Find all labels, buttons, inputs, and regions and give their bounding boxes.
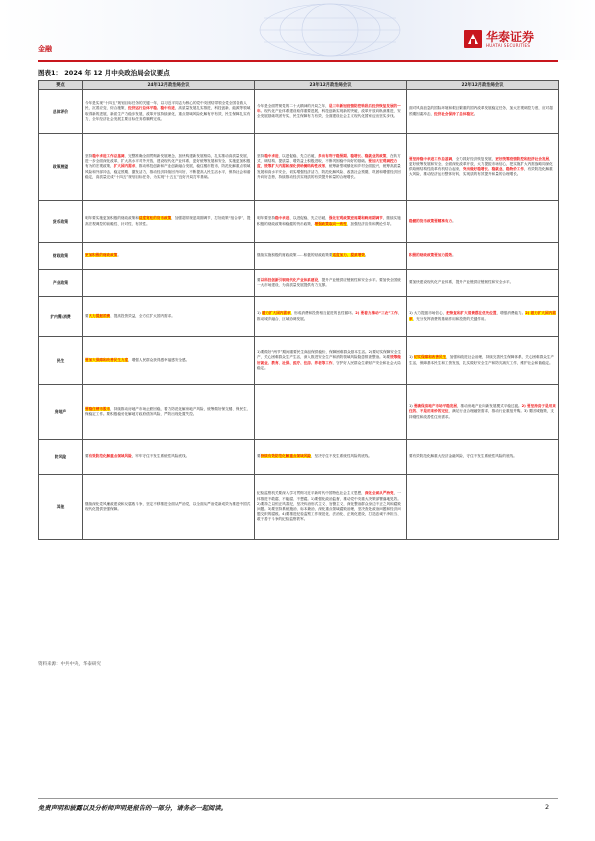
cell-text: 。 (473, 111, 478, 116)
cell-text: 适度加力、提质增效 (332, 253, 365, 258)
cell-text: 、提高投资效益，全方位扩大国内需求。 (110, 313, 175, 318)
header-divider (38, 60, 558, 62)
cell-text: ，坚决守住不发生系统性风险的底线。 (310, 454, 372, 459)
cell-text: 适度宽松的货币政策 (138, 216, 172, 221)
brand-logo (464, 30, 534, 48)
cell-text: ，推动房地产业向新发展模式平稳过渡。 (456, 404, 522, 409)
policy-comparison-table (38, 80, 559, 540)
cell-c23 (255, 90, 407, 134)
cell-text: ，增强消费能力。 (496, 311, 526, 316)
globe-decoration-icon (200, 0, 460, 60)
cell-text: 要确保房地产市场平稳发展 (413, 404, 457, 409)
cell-c23 (255, 440, 407, 475)
row-topic: 产业政策 (39, 270, 83, 297)
cell-text: ，更好统筹发展和安全，全面深化改革开放，大力提振市场信心，把实施扩大内需战略同深化供给侧结构性改革有机结合起来， (409, 156, 553, 171)
cell-text: 经济社会保持了总体稳定 (434, 111, 474, 116)
column-header-2022: 22年12月政治局会议 (407, 81, 559, 90)
cell-text: 继续实施积极的财政政策……积极的财政政策要 (257, 253, 333, 258)
cell-c24 (83, 243, 255, 270)
cell-text: 切实保障和改善民生 (413, 355, 447, 360)
cell-c24 (83, 134, 255, 201)
cell-text: ，全力抓好经济恢复发展， (452, 156, 496, 161)
cell-c23 (255, 201, 407, 243)
cell-text: 稳中求进 (274, 216, 290, 221)
cell-text: 要坚持稳中求进工作总基调 (409, 156, 453, 161)
table-header-row (39, 81, 559, 90)
cell-text: 2) 着力扩大国内需求 (409, 311, 556, 321)
row-topic: 防风险 (39, 440, 83, 475)
cell-c22 (407, 337, 559, 385)
cell-text: ，完整准确全面贯彻新发展理念，加快构建新发展格局，扎实推动高质量发展，进一步全面深化改革，扩大高水平对外开放，建设现代化产业体系，更好统筹发展和安全，实施更加积极有为的宏观政策， (85, 153, 251, 169)
cell-text: ，形成消费和投资相互促进的良性循环。 (290, 311, 356, 316)
cell-text: 把恢复和扩大消费摆在优先位置 (446, 311, 497, 316)
cell-text: 更加积极的财政政策 (85, 253, 118, 258)
cell-c24 (83, 297, 255, 337)
cell-c24 (83, 201, 255, 243)
table-row (39, 385, 559, 440)
cell-text: 。 (452, 253, 456, 258)
cell-text: 、以进促稳、先立后破， (278, 153, 319, 158)
cell-text: 要有效防范化解重大经济金融风险，守住不发生系统性风险的底线。 (409, 454, 517, 459)
cell-text: 、以进促稳、先立后破， (289, 216, 329, 221)
cell-text: 2) 要着力推动“三农”工作 (355, 311, 398, 316)
cell-text: ，推动科技创新和产业创新融合发展，稳住楼市股市，防范化解重点领域风险和外部冲击，稳定预期、激发活力，推动经济持续回升向好，不断提高人民生活水平，保持社会和谐稳定，高质量完成“十四五”规划目标任务，为实现“十五五”良好开局打牢基础。 (85, 164, 251, 179)
cell-text: 要稳住楼市股市 (85, 406, 111, 411)
cell-text: ，一体推进不敢腐、不能腐、不想腐。1)要强化政治监督，推动党中央重大决策部署落地见效。2)要持之以恒正风肃纪，坚决纠治形式主义、官僚主义，深化整治群众身边不正之风和腐败问题。3)要坚持系统施治、标本兼治，深化重点领域腐败治理，坚决查处政治问题和经济问题交织的腐败。4)要推进纪检监察工作规范化、法治化、正规化建设，打造忠诚干净担当、敢于善于斗争的纪检监察铁军。 (257, 491, 401, 522)
sector-label: 金融 (38, 45, 52, 53)
cell-c23 (255, 337, 407, 385)
cell-c23 (255, 270, 407, 297)
cell-text: 3) 要因城施策，支持刚性和改善性住房需求。 (409, 409, 554, 419)
cell-text: ，充分发挥消费的基础作用和投资的关键作用。 (412, 316, 489, 321)
cell-text: 强化宏观政策逆周期和跨周期调节 (328, 216, 383, 221)
logo-subtitle: HUATAI SECURITIES (486, 42, 531, 48)
cell-text: 。 (117, 253, 121, 258)
cell-text: ，加强和改进社会治理，持续完善民生保障体系，关心困难群众生产生活，保障基本民生和工资发放，扎实做好安全生产和防灾减灾工作，维护社会和谐稳定。 (409, 355, 554, 365)
figure-title: 图表1： 2024 年 12 月中央政治局会议要点 (38, 69, 170, 77)
table-row (39, 134, 559, 201)
cell-text: 要 (257, 277, 261, 282)
cell-text: 经济运行总体平稳、稳中有进 (128, 106, 175, 111)
table-row (39, 243, 559, 270)
cell-c22 (407, 270, 559, 297)
cell-text: 1) (409, 355, 414, 360)
cell-text: 稳健的货币政策要精准有力 (409, 218, 453, 223)
cell-text: 更好统筹疫情防控和经济社会发展 (495, 156, 550, 161)
cell-text: ，提升产业链供应链韧性和安全水平。要加快全国统一大市场建设，为高质量发展提供有力支撑。 (257, 277, 401, 287)
cell-text: 要 (85, 454, 89, 459)
page-number: 2 (545, 803, 550, 811)
disclaimer: 免责声明和披露以及分析师声明是报告的一部分，请务必一起阅读。 (38, 805, 227, 812)
table-row (39, 270, 559, 297)
cell-text: 突出做好稳增长、稳就业、稳物价工作 (462, 167, 524, 171)
cell-text: 以科技创新引领现代化产业体系建设 (260, 277, 319, 282)
table-row (39, 297, 559, 337)
cell-text: 是三年新冠疫情防控转段后经济恢复发展的一年 (257, 103, 401, 113)
cell-text: ，加强经济宣传和舆论引导。 (346, 221, 394, 226)
cell-text: 明年要坚持 (257, 216, 275, 221)
footer-divider (38, 798, 558, 799)
cell-c22 (407, 297, 559, 337)
row-topic: 其他 (39, 475, 83, 540)
cell-text: 继续深化党风廉政建设和反腐败斗争，坚定不移推进全面从严治党，以全面从严治党新成效为推进中国式现代化提供坚强保障。 (85, 501, 251, 511)
cell-c24 (83, 385, 255, 440)
cell-text: 要加大宏观调控力度，统筹扩大内需和深化供给侧结构性改革 (257, 159, 398, 169)
cell-text: 1) (257, 311, 262, 316)
cell-c23 (255, 385, 407, 440)
source-note: 资料来源：中共中央，华泰研究 (38, 662, 101, 667)
cell-text: 统筹做好就业、教育、社保、医疗、住房、养老等工作 (257, 355, 401, 365)
cell-c22 (407, 134, 559, 201)
cell-text: 。 (452, 218, 456, 223)
cell-text: 2) 要坚持房子是用来住的、不是用来炒的定位 (409, 404, 556, 414)
row-topic: 政策展望 (39, 134, 83, 201)
row-topic: 民生 (39, 337, 83, 385)
cell-text: 要 (257, 454, 261, 459)
row-topic: 房地产 (39, 385, 83, 440)
cell-c23 (255, 134, 407, 201)
cell-c24 (83, 440, 255, 475)
cell-text: ，有效防范化解重大风险，推动经济运行整体好转，实现质的有效提升和量的合理增长。 (409, 167, 553, 177)
cell-text: ，在转方式、调结构、提质量、增效益上积极进取，不断巩固稳中向好的基础。 (257, 153, 401, 164)
logo-name: 华泰证券 (486, 29, 535, 44)
row-topic: 财政政策 (39, 243, 83, 270)
row-topic: 扩内需/消费 (39, 297, 83, 337)
cell-text: ，加强超常规逆周期调节，打好政策“组合拳”，提高宏观调控的前瞻性、针对性、有效性。 (85, 216, 251, 226)
cell-c24 (83, 90, 255, 134)
cell-text: 。现代化产业体系建设取得重要进展，科技创新实现新的突破，改革开放向纵深推进，安全发展基础巩固夯实，民生保障有力有效，全面建设社会主义现代化国家迈出坚实步伐。 (257, 108, 401, 119)
cell-c22 (407, 243, 559, 270)
cell-text: 积极的财政政策要加力提效 (409, 253, 453, 258)
column-header-2023: 23年12月政治局会议 (255, 81, 407, 90)
cell-c23 (255, 475, 407, 540)
cell-text: ，高质量发展扎实推进，科技创新、能源等领域取得新的进展，新质生产力稳步发展，改革开放持续深化，重点领域风险化解有序有效，民生保障扎实有力，全年经济社会发展主要目标任务将顺利完成。 (85, 106, 251, 121)
cell-text: 坚持 (85, 153, 93, 158)
table-row (39, 90, 559, 134)
cell-text: 明年要实施更加积极的财政政策和 (85, 216, 139, 221)
cell-text: 。 (364, 253, 369, 258)
cell-text: 面对风高浪急的国际环境和艰巨繁重的国内改革发展稳定任务，加大宏观调控力度，应对超预期因素冲击， (409, 106, 553, 116)
cell-c24 (83, 475, 255, 540)
cell-text: 持续有效防范化解重点领域风险 (260, 454, 311, 459)
cell-text: 稳中求进 (264, 153, 279, 158)
cell-text: 着力扩大国内需求 (261, 311, 291, 316)
cell-c22 (407, 385, 559, 440)
cell-text: 纪检监察机关要深入学习贯彻习近平新时代中国特色社会主义思想， (257, 491, 365, 496)
cell-text: 今年是全面贯彻党的二十大精神的开局之年， (257, 103, 329, 108)
column-header-topic: 要点 (39, 81, 83, 90)
cell-text: 坚持 (257, 153, 265, 158)
cell-text: 稳中求进工作总基调 (92, 153, 125, 158)
cell-text: 多出有利于稳预期、稳增长、稳就业的政策 (318, 153, 387, 158)
cell-text: 大力提振消费 (88, 313, 111, 318)
cell-text: 要加大保障和改善民生力度 (85, 357, 129, 362)
cell-c22 (407, 201, 559, 243)
cell-text: ，持续推动房地产市场止跌回稳，着力防范化解房地产风险，统筹做好保交楼、保民生、保稳定工作。要积极稳妥化解地方政府债务风险，严防出现处置失控。 (85, 406, 251, 416)
cell-c22 (407, 475, 559, 540)
cell-c23 (255, 297, 407, 337)
cell-text: ，继续实施积极的财政政策和稳健的货币政策， (257, 216, 401, 226)
cell-text: ，推动城乡融合、区域协调发展。 (257, 311, 402, 321)
cell-text: ，牢牢守住不发生系统性风险底线。 (131, 454, 190, 459)
cell-text: ，统筹新型城镇化和乡村全面振兴，统筹高质量发展和高水平安全，切实增强经济活力、防范化解风险、改善社会预期，巩固和增强经济回升向好态势，持续推动经济实现质的有效提升和量的合理增长。 (257, 164, 401, 179)
cell-text: ，守护好人民群众生命财产安全和社会大局稳定。 (257, 360, 401, 370)
cell-text: 深化全面从严治党 (364, 491, 394, 496)
cell-text: 扩大国内需求 (113, 164, 136, 169)
cell-text: 1) 大力提振市场信心， (409, 311, 447, 316)
cell-text: 要加快建设现代化产业体系，提升产业链供应链韧性和安全水平。 (409, 280, 514, 285)
cell-text: 1)要做好“两节”期间重要民生商品保供稳价，保障困难群众基本生活。2)要切实保障安全生产，关心困难群众生产生活，深入推进安全生产和消防领域风险隐患排查整治。3)要 (257, 350, 402, 360)
cell-text: 1) (409, 404, 414, 409)
column-header-2024: 24年12月政治局会议 (83, 81, 255, 90)
table-row (39, 475, 559, 540)
cell-c24 (83, 270, 255, 297)
cell-text: ，满足行业合理融资需求，推动行业重组并购。 (448, 409, 524, 414)
table-row (39, 201, 559, 243)
table-row (39, 440, 559, 475)
cell-text: 今年是实现“十四五”规划目标任务的关键一年，以习近平同志为核心的党中央团结带领全党全国各族人民，沉着应变、综合施策， (85, 101, 247, 111)
row-topic: 货币政策 (39, 201, 83, 243)
cell-text: ，增强人民群众获得感幸福感安全感。 (128, 357, 190, 362)
row-topic: 总体评价 (39, 90, 83, 134)
cell-c22 (407, 440, 559, 475)
table-row (39, 337, 559, 385)
cell-c23 (255, 243, 407, 270)
cell-text: 有效防范化解重点领域风险 (88, 454, 132, 459)
cell-c22 (407, 90, 559, 134)
huatai-logo-icon (464, 30, 482, 48)
cell-text: 增强政策取向一致性 (314, 221, 347, 226)
cell-c24 (83, 337, 255, 385)
cell-text: 要 (85, 313, 89, 318)
